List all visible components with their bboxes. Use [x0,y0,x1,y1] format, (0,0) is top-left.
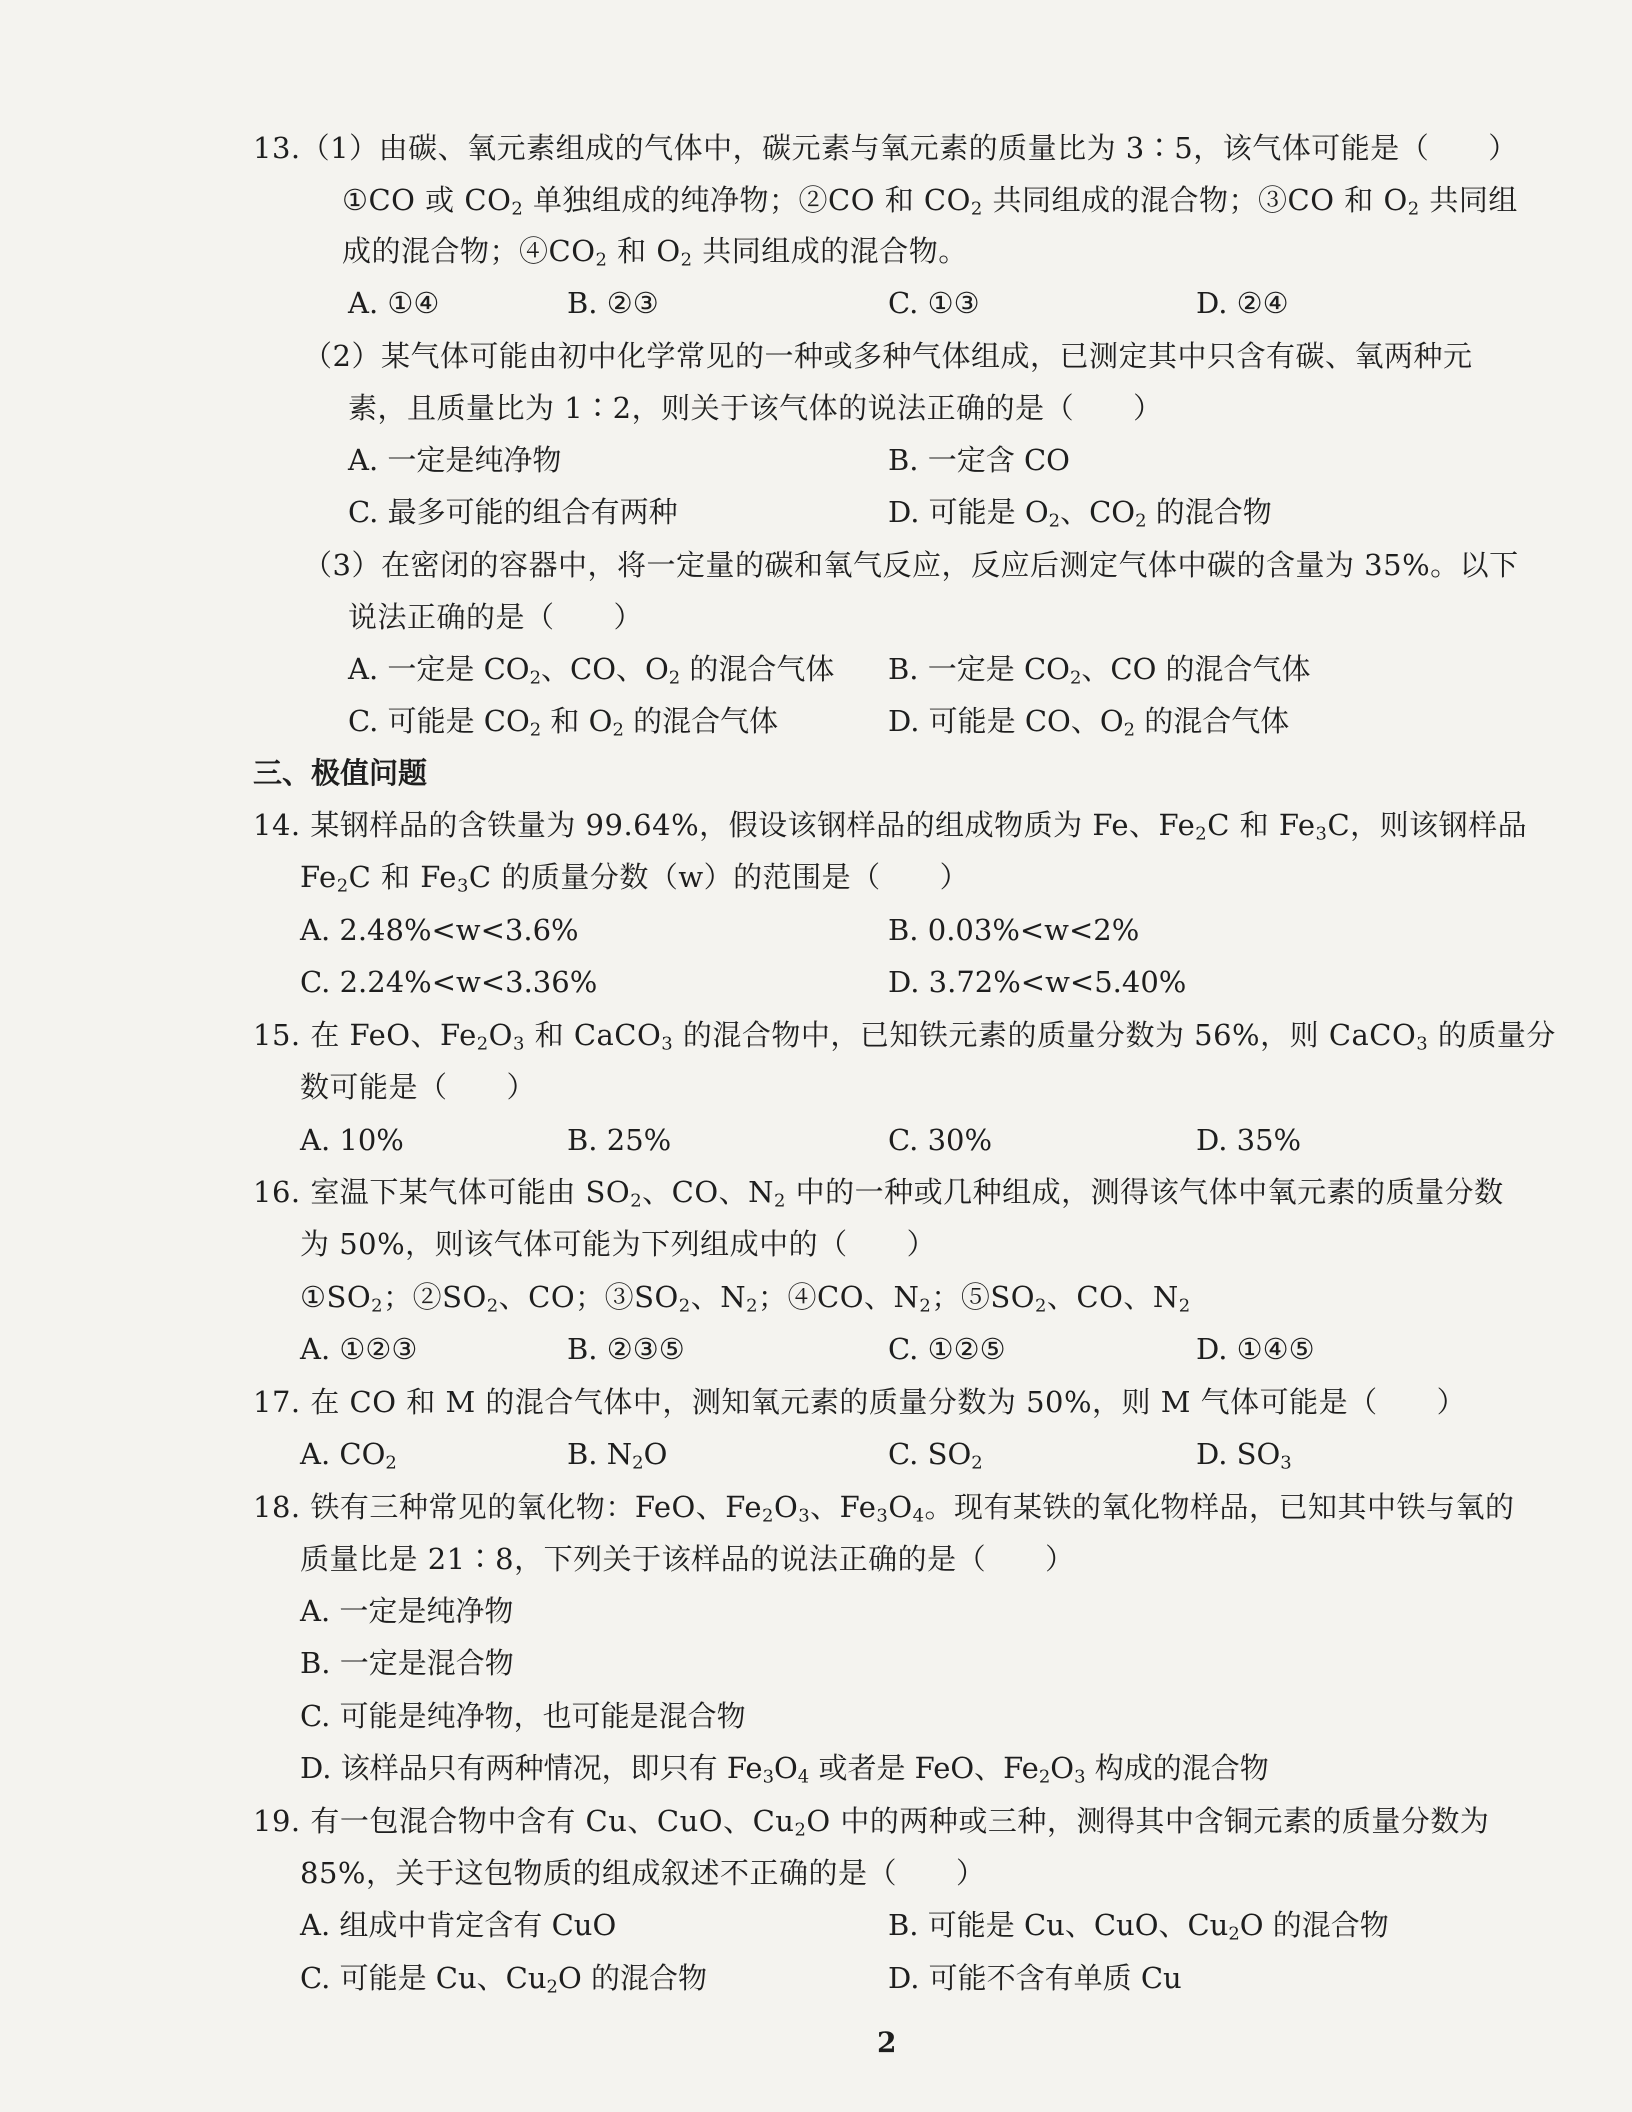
q16-option-d: D. ①④⑤ [1196,1332,1315,1366]
text-segment: ；④CO、N [758,1280,920,1314]
q17-option-c [888,1434,983,1474]
text-segment: 中的一种或几种组成，测得该气体中氧元素的质量分数 [785,1175,1504,1209]
text-segment: 、CO、N [1046,1280,1179,1314]
text-segment: B. 一定是 CO [888,652,1070,686]
text-segment: B. N [567,1437,633,1471]
q19-option-d: D. 可能不含有单质 Cu [888,1961,1182,1995]
q16-option-c: C. ①②⑤ [888,1332,1006,1366]
text-segment: 的混合气体 [1135,704,1290,738]
text-segment: 16. 室温下某气体可能由 SO [253,1175,631,1209]
text-segment: C. 可能是 Cu、Cu [300,1961,547,1995]
text-segment: 19. 有一包混合物中含有 Cu、CuO、Cu [253,1804,795,1838]
q17-stem-line1: 17. 在 CO 和 M 的混合气体中，测知氧元素的质量分数为 50%，则 M 气体可能是（ ） [253,1385,1467,1419]
q15-stem-line1 [253,1015,1556,1055]
subscript: 2 [1178,1295,1191,1317]
q13-part3-option-d [888,701,1289,741]
q17-option-a [300,1434,397,1474]
q13-part2-option-b: B. 一定含 CO [888,443,1070,477]
q13-part1-option-b: B. ②③ [567,286,659,320]
text-segment: B. 可能是 Cu、CuO、Cu [888,1908,1229,1942]
subscript: 2 [746,1295,759,1317]
subscript: 3 [1280,1452,1292,1474]
text-segment: 和 CaCO [524,1018,662,1052]
subscript: 2 [529,667,541,689]
subscript: 3 [876,1505,889,1527]
q16-option-b: B. ②③⑤ [567,1332,685,1366]
text-segment: O [1050,1751,1075,1785]
subscript: 2 [486,1295,499,1317]
text-segment: D. SO [1196,1437,1281,1471]
text-segment: C 和 Fe [348,860,457,894]
q18-option-b: B. 一定是混合物 [300,1646,514,1680]
text-segment: 和 O [607,234,681,268]
q13-part1-stem-line1: 13.（1）由碳、氧元素组成的气体中，碳元素与氧元素的质量比为 3∶5，该气体可能是（ ） [253,131,1518,165]
subscript: 3 [456,875,469,897]
text-segment: O [643,1437,668,1471]
q15-stem-line2: 数可能是（ ） [300,1070,537,1104]
subscript: 2 [1228,1923,1240,1945]
text-segment: 。现有某铁的氧化物样品，已知其中铁与氧的 [924,1490,1515,1524]
q18-stem-line2: 质量比是 21∶8，下列关于该样品的说法正确的是（ ） [300,1542,1075,1576]
text-segment: ；⑤SO [931,1280,1035,1314]
q19-stem-line1 [253,1801,1489,1841]
text-segment: 构成的混合物 [1085,1751,1269,1785]
subscript: 2 [1069,667,1082,689]
text-segment: C 和 Fe [1207,808,1316,842]
subscript: 2 [919,1295,932,1317]
text-segment: 和 O [541,704,613,738]
q13-part3-option-b [888,649,1311,689]
text-segment: 共同组成的混合物。 [692,234,968,268]
text-segment: D. 可能是 CO、O [888,704,1124,738]
subscript: 4 [912,1505,925,1527]
q19-option-c [300,1958,707,1998]
q13-part3-option-a [348,649,834,689]
text-segment: 或者是 FeO、Fe [809,1751,1039,1785]
q15-option-c: C. 30% [888,1123,993,1157]
subscript: 2 [630,1190,643,1212]
subscript: 3 [798,1505,811,1527]
subscript: 2 [1034,1295,1047,1317]
q14-option-d: D. 3.72%<w<5.40% [888,965,1187,999]
text-segment: ①CO 或 CO [342,183,512,217]
subscript: 2 [678,1295,691,1317]
q18-stem-line1 [253,1487,1515,1527]
q13-part2-option-c: C. 最多可能的组合有两种 [348,495,678,529]
subscript: 2 [971,1452,983,1474]
q16-combinations-line [300,1277,1191,1317]
q18-option-d [300,1748,1269,1788]
q13-part3-option-c [348,701,778,741]
text-segment: 、CO [1060,495,1136,529]
q14-option-b: B. 0.03%<w<2% [888,913,1140,947]
q16-stem-line1 [253,1172,1504,1212]
subscript: 2 [371,1295,384,1317]
q13-part1-option-a: A. ①④ [348,286,440,320]
subscript: 2 [632,1452,644,1474]
subscript: 2 [476,1033,489,1055]
q13-part1-stem-line2 [342,180,1518,220]
q16-option-a: A. ①②③ [300,1332,418,1366]
subscript: 3 [1074,1766,1086,1788]
text-segment: 的混合物中，已知铁元素的质量分数为 56%，则 CaCO [673,1018,1417,1052]
subscript: 2 [612,719,624,741]
subscript: 2 [680,249,693,271]
q14-option-c: C. 2.24%<w<3.36% [300,965,598,999]
q17-option-d [1196,1434,1292,1474]
q15-option-d: D. 35% [1196,1123,1302,1157]
subscript: 2 [1038,1766,1051,1788]
text-segment: D. 可能是 O [888,495,1049,529]
q13-part2-option-a: A. 一定是纯净物 [348,443,562,477]
text-segment: O [888,1490,913,1524]
text-segment: A. 一定是 CO [348,652,530,686]
subscript: 2 [529,719,542,741]
text-segment: A. CO [300,1437,386,1471]
text-segment: ；②SO [383,1280,487,1314]
text-segment: 的质量分 [1428,1018,1556,1052]
subscript: 2 [1195,823,1208,845]
text-segment: 14. 某钢样品的含铁量为 99.64%，假设该钢样品的组成物质为 Fe、Fe [253,808,1196,842]
subscript: 2 [1407,198,1420,220]
q19-stem-line2: 85%，关于这包物质的组成叙述不正确的是（ ） [300,1856,986,1890]
subscript: 3 [512,1033,525,1055]
text-segment: C. 可能是 CO [348,704,530,738]
q13-part3-stem-line2: 说法正确的是（ ） [348,600,644,634]
q14-stem-line2 [300,857,969,897]
subscript: 2 [595,249,608,271]
subscript: 4 [797,1766,810,1788]
q15-option-a: A. 10% [300,1123,404,1157]
text-segment: O 中的两种或三种，测得其中含铜元素的质量分数为 [806,1804,1490,1838]
subscript: 2 [336,875,349,897]
subscript: 2 [1048,510,1061,532]
text-segment: C. SO [888,1437,972,1471]
subscript: 2 [970,198,983,220]
text-segment: 15. 在 FeO、Fe [253,1018,477,1052]
text-segment: C，则该钢样品 [1327,808,1528,842]
subscript: 2 [668,667,681,689]
q13-part3-stem-line1: （3）在密闭的容器中，将一定量的碳和氧气反应，反应后测定气体中碳的含量为 35%。以下 [303,548,1519,582]
text-segment: 、CO、N [642,1175,774,1209]
text-segment: 共同组成的混合物；③CO 和 O [982,183,1408,217]
q16-stem-line2: 为 50%，则该气体可能为下列组成中的（ ） [300,1227,937,1261]
q14-option-a: A. 2.48%<w<3.6% [300,913,579,947]
subscript: 2 [1135,510,1147,532]
text-segment: 共同组 [1419,183,1518,217]
subscript: 3 [1416,1033,1429,1055]
text-segment: 的混合物 [1146,495,1272,529]
text-segment: 、CO、O [541,652,669,686]
subscript: 2 [385,1452,397,1474]
text-segment: O 的混合物 [557,1961,707,1995]
subscript: 2 [762,1505,774,1527]
q13-part1-option-c: C. ①③ [888,286,980,320]
q18-option-a: A. 一定是纯净物 [300,1594,514,1628]
page-number: 2 [877,2026,897,2059]
q17-option-b [567,1434,667,1474]
subscript: 3 [661,1033,674,1055]
text-segment: 、CO 的混合气体 [1081,652,1311,686]
text-segment: C 的质量分数（w）的范围是（ ） [468,860,970,894]
subscript: 2 [1123,719,1136,741]
q13-part1-stem-line3 [342,231,968,271]
text-segment: 、Fe [810,1490,877,1524]
text-segment: 成的混合物；④CO [342,234,596,268]
text-segment: O [773,1490,799,1524]
q13-part2-stem-line1: （2）某气体可能由初中化学常见的一种或多种气体组成，已测定其中只含有碳、氧两种元 [303,339,1473,373]
text-segment: O 的混合物 [1239,1908,1389,1942]
q18-option-c: C. 可能是纯净物，也可能是混合物 [300,1699,746,1733]
text-segment: ①SO [300,1280,372,1314]
q19-option-b [888,1905,1389,1945]
text-segment: D. 该样品只有两种情况，即只有 Fe [300,1751,763,1785]
q13-part2-option-d [888,492,1272,532]
subscript: 2 [546,1976,558,1998]
text-segment: O [488,1018,513,1052]
q13-part2-stem-line2: 素，且质量比为 1∶2，则关于该气体的说法正确的是（ ） [348,391,1163,425]
text-segment: 18. 铁有三种常见的氧化物：FeO、Fe [253,1490,763,1524]
text-segment: 的混合气体 [623,704,779,738]
subscript: 2 [511,198,524,220]
text-segment: O [774,1751,798,1785]
section-heading: 三、极值问题 [253,756,428,790]
q15-option-b: B. 25% [567,1123,672,1157]
subscript: 3 [1315,823,1328,845]
subscript: 2 [773,1190,786,1212]
text-segment: 单独组成的纯净物；②CO 和 CO [523,183,971,217]
text-segment: 、CO；③SO [498,1280,679,1314]
text-segment: Fe [300,860,337,894]
subscript: 2 [794,1819,807,1841]
text-segment: 的混合气体 [680,652,835,686]
text-segment: 、N [690,1280,747,1314]
q13-part1-option-d: D. ②④ [1196,286,1289,320]
subscript: 3 [762,1766,775,1788]
q19-option-a: A. 组成中肯定含有 CuO [300,1908,617,1942]
q14-stem-line1 [253,805,1527,845]
